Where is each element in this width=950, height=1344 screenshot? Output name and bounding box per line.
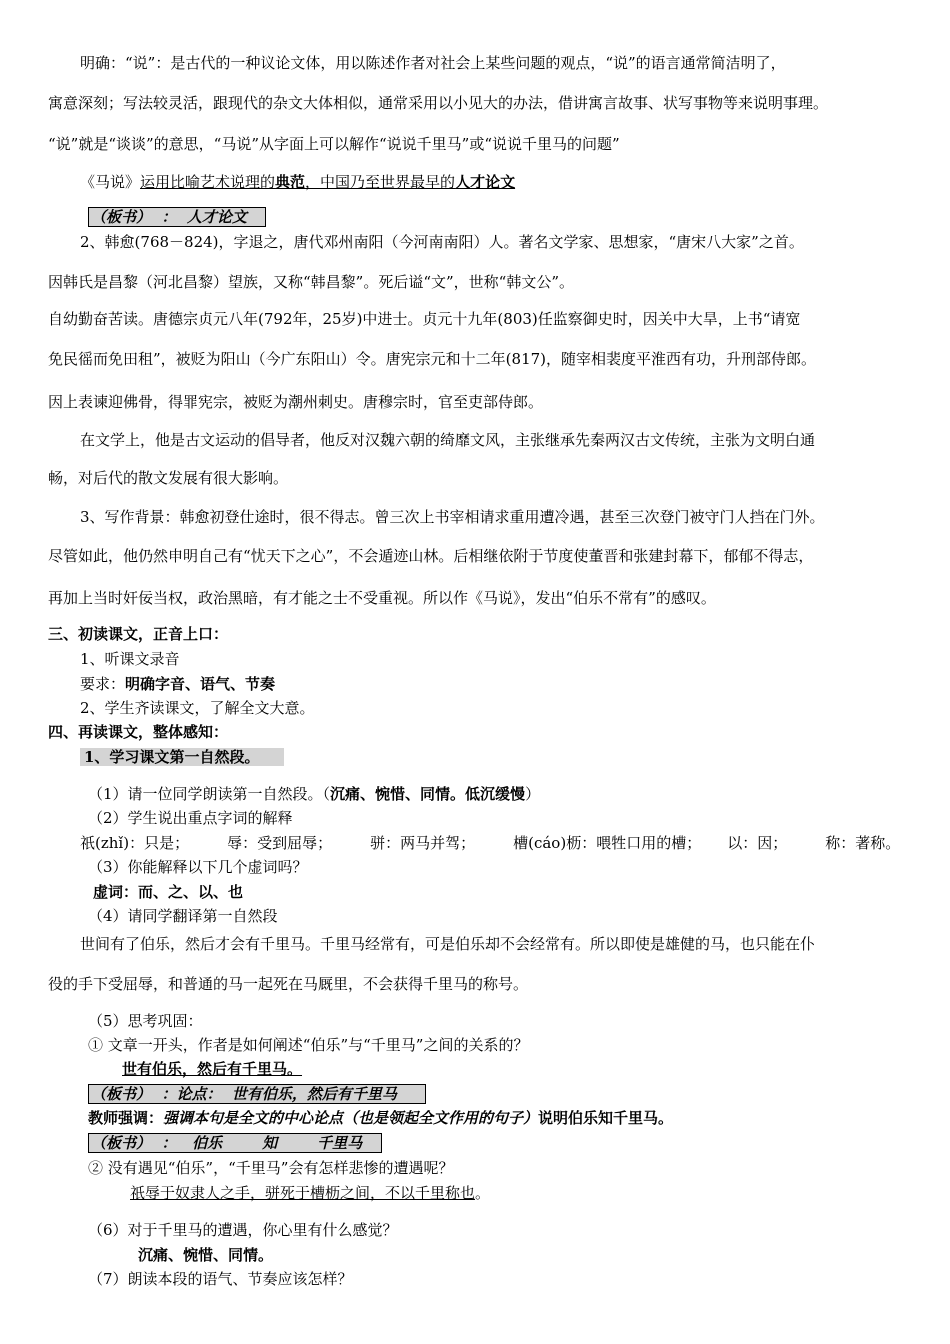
background-line-2: 尽管如此，他仍然申明自己有“忧天下之心”，不会遁迹山林。后相继依附于节度使董晋和张建封幕下，郁郁不得志， [48, 547, 814, 565]
hanyu-line-6: 在文学上，他是古文运动的倡导者，他反对汉魏六朝的绮靡文风，主张继承先秦两汉古文传统，主张为文明白通 [80, 431, 816, 449]
board-box-3 [88, 1133, 382, 1153]
question-7: （7）朗读本段的语气、节奏应该怎样？ [88, 1270, 353, 1288]
hanyu-line-3: 自幼勤奋苦读。唐德宗贞元八年(792年，25岁)中进士。贞元十九年(803)任监察御史时，因关中大旱，上书“请宽 [48, 310, 801, 328]
section-4-heading: 四、再读课文，整体感知： [48, 723, 229, 741]
requirement-label: 要求： [80, 675, 126, 693]
word-item: 骈：两马并驾； [370, 834, 476, 852]
mashuo-keyword-2: 人才论文 [455, 173, 516, 191]
mashuo-title: 《马说》 [80, 173, 141, 191]
word-item: 以：因； [727, 834, 788, 852]
board-3-a: （板书） ： 伯乐 [91, 1134, 223, 1152]
word-item: 称：著称。 [825, 834, 901, 852]
xuci-line: 虚词：而、之、以、也 [93, 883, 244, 901]
section-3-requirement [80, 674, 275, 694]
question-5-2: ② 没有遇见“伯乐”，“千里马”会有怎样悲惨的遭遇呢？ [88, 1159, 454, 1177]
question-5: （5）思考巩固： [88, 1012, 203, 1030]
hanyu-line-4: 免民徭而免田租”，被贬为阳山（今广东阳山）令。唐宪宗元和十二年(817)，随宰相裴度平淮西有功，升刑部侍郎。 [48, 350, 817, 368]
word-item: 祇(zhǐ)：只是； [80, 834, 190, 852]
answer-6: 沉痛、惋惜、同情。 [138, 1246, 274, 1264]
question-1 [88, 784, 540, 804]
word-item: 槽(cáo)枥：喂牲口用的槽； [513, 834, 702, 852]
hanyu-line-2: 因韩氏是昌黎（河北昌黎）望族，又称“韩昌黎”。死后谥“文”，世称“韩文公”。 [48, 273, 575, 291]
board-box-2: （板书） ：论点： 世有伯乐，然后有千里马 [88, 1084, 426, 1104]
board-3-b: 知 [262, 1134, 278, 1152]
requirement-text: 明确字音、语气、节奏 [125, 675, 276, 693]
board-3-c: 千里马 [317, 1134, 363, 1152]
translation-line-2: 役的手下受屈辱，和普通的马一起死在马厩里，不会获得千里马的称号。 [48, 975, 529, 993]
board-note-1 [88, 207, 266, 227]
word-list [80, 833, 900, 853]
question-3: （3）你能解释以下几个虚词吗？ [88, 858, 308, 876]
section-3-item-1: 1、听课文录音 [80, 650, 180, 668]
emphasis-label: 教师强调： [88, 1109, 164, 1127]
question-1-text: （1）请一位同学朗读第一自然段。（ [88, 785, 331, 803]
question-1-close: ） [525, 785, 541, 803]
question-6: （6）对于千里马的遭遇，你心里有什么感觉？ [88, 1221, 398, 1239]
question-1-tone: 沉痛、惋惜、同情。低沉缓慢 [330, 785, 526, 803]
translation-line-1: 世间有了伯乐，然后才会有千里马。千里马经常有，可是伯乐却不会经常有。所以即使是雄健的马，也只能在仆 [80, 935, 816, 953]
subheading-highlight: 1、学习课文第一自然段。 [80, 748, 284, 766]
mashuo-keyword-1: 典范 [275, 173, 306, 191]
mashuo-text-b: ，中国乃至世界最早的 [305, 173, 456, 191]
background-line-1: 3、写作背景：韩愈初登仕途时，很不得志。曾三次上书宰相请求重用遭冷遇，甚至三次登门被守门人挡在门外。 [80, 508, 825, 526]
mashuo-text-a: 运用比喻艺术说理的 [140, 173, 276, 191]
hanyu-line-1: 2、韩愈(768－824)，字退之，唐代邓州南阳（今河南南阳）人。著名文学家、思想家，“唐宋八大家”之首。 [80, 233, 804, 251]
question-5-1: ① 文章一开头，作者是如何阐述“伯乐”与“千里马”之间的关系的？ [88, 1036, 529, 1054]
answer-5-2-text: 祇辱于奴隶人之手，骈死于槽枥之间，不以千里称也 [130, 1184, 476, 1202]
section-3-item-2: 2、学生齐读课文，了解全文大意。 [80, 699, 315, 717]
emphasis-text: 强调本句是全文的中心论点（也是领起全文作用的句子） [163, 1109, 539, 1127]
teacher-emphasis [88, 1108, 673, 1128]
word-item: 辱：受到屈辱； [227, 834, 333, 852]
question-2: （2）学生说出重点字词的解释 [88, 809, 293, 827]
answer-5-2 [130, 1183, 490, 1203]
board-box-1: （板书） ： 人才论文 [88, 207, 266, 227]
mashuo-line [80, 172, 515, 192]
intro-line-3: “说”就是“谈谈”的意思，“马说”从字面上可以解作“说说千里马”或“说说千里马的问题” [48, 135, 620, 153]
board-note-3 [88, 1133, 382, 1153]
background-line-3: 再加上当时奸佞当权，政治黑暗，有才能之士不受重视。所以作《马说》，发出“伯乐不常有”的感叹。 [48, 589, 716, 607]
board-note-2 [88, 1084, 426, 1104]
intro-line-2: 寓意深刻；写法较灵活，跟现代的杂文大体相似，通常采用以小见大的办法，借讲寓言故事、状写事物等来说明事理。 [48, 94, 829, 112]
intro-line-1: 明确：“说”：是古代的一种议论文体，用以陈述作者对社会上某些问题的观点，“说”的语言通常简洁明了， [80, 54, 786, 72]
answer-5-2-end: 。 [475, 1184, 491, 1202]
question-4: （4）请同学翻译第一自然段 [88, 907, 278, 925]
answer-5-1: 世有伯乐，然后有千里马。 [122, 1060, 303, 1078]
hanyu-line-7: 畅，对后代的散文发展有很大影响。 [48, 469, 289, 487]
section-4-subheading [80, 747, 284, 767]
hanyu-line-5: 因上表谏迎佛骨，得罪宪宗，被贬为潮州刺史。唐穆宗时，官至吏部侍郎。 [48, 393, 544, 411]
section-3-heading: 三、初读课文，正音上口： [48, 625, 229, 643]
emphasis-end: 说明伯乐知千里马。 [538, 1109, 674, 1127]
